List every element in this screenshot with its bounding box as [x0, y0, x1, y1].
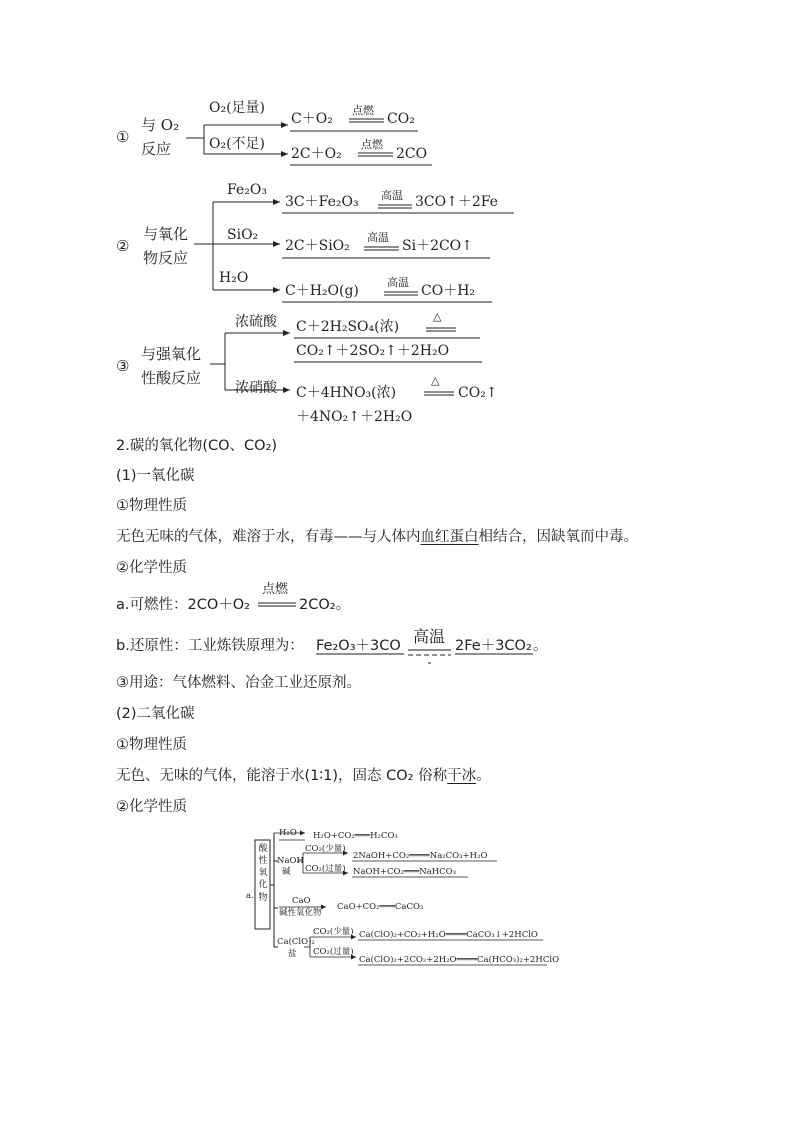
- co2-salt-excess: CO₂(过量): [313, 947, 354, 957]
- co2-naoh-reactant: NaOH: [277, 856, 304, 866]
- co-reduction-pre: b.还原性：工业炼铁原理为：: [116, 638, 304, 654]
- s2-eq2-right: Si＋2CO↑: [402, 238, 473, 254]
- s2-label-line1: 与氧化: [143, 225, 189, 243]
- s2-eq3-left: C＋H₂O(g): [285, 283, 359, 299]
- s2-label-line2: 物反应: [143, 249, 189, 267]
- co2-salt-label: 盐: [288, 949, 297, 959]
- s2-branch-h2o: H₂O: [219, 270, 249, 286]
- acid-oxide-label: 酸性氧化物: [258, 844, 268, 903]
- s2-eq1-left: 3C＋Fe₂O₃: [285, 194, 359, 210]
- co2-naoh-eq1: 2NaOH+CO₂════Na₂CO₃+H₂O: [353, 851, 488, 861]
- s1-cond-ignite-1: 点燃: [352, 104, 374, 117]
- s1-number: ①: [116, 128, 130, 146]
- co2-chem-title: ②化学性质: [116, 799, 187, 815]
- co2-cao-equation: CaO+CO₂═══CaCO₃: [337, 902, 424, 912]
- s1-label-line2: 反应: [141, 140, 172, 158]
- s3-eq2-line1-right: CO₂↑: [458, 385, 498, 401]
- co2-salt-eq2: Ca(ClO)₂+2CO₂+2H₂O════Ca(HCO₃)₂+2HClO: [359, 955, 560, 965]
- co2-title: (2)二氧化碳: [116, 706, 195, 722]
- co2-cao-reactant: CaO: [292, 896, 311, 906]
- s2-eq1-right: 3CO↑＋2Fe: [415, 194, 498, 210]
- s3-cond-heat-1: △: [433, 310, 442, 323]
- s3-branch-nitric: 浓硝酸: [235, 380, 277, 396]
- co2-naoh-few: CO₂(少量): [305, 844, 346, 854]
- co2-phys-text-a: 无色、无味的气体，能溶于水(1∶1)，固态 CO₂ 俗称: [116, 768, 448, 784]
- co-combustion-pre: a.可燃性：2CO＋O₂: [116, 597, 250, 613]
- s3-label-line1: 与强氧化: [141, 345, 202, 363]
- s3-eq2-line2: ＋4NO₂↑＋2H₂O: [296, 409, 413, 425]
- co2-h2o-equation: H₂O+CO₂═══H₂CO₃: [313, 831, 398, 841]
- s3-number: ③: [116, 357, 130, 375]
- s3-branch-sulfuric: 浓硫酸: [235, 314, 277, 330]
- s1-label-line1: 与 O₂: [141, 116, 180, 134]
- co2-phys-text-b: 。: [476, 768, 491, 784]
- co-phys-text-a: 无色无味的气体，难溶于水，有毒——与人体内: [116, 529, 421, 545]
- s1-eq-limited-left: 2C＋O₂: [291, 146, 342, 162]
- s2-number: ②: [116, 237, 130, 255]
- s2-branch-fe2o3: Fe₂O₃: [227, 182, 267, 198]
- co2-h2o-reactant: H₂O: [279, 828, 297, 838]
- co-phys-blank-hemoglobin: 血红蛋白: [420, 529, 479, 545]
- co-use: ③用途：气体燃料、冶金工业还原剂。: [116, 675, 361, 691]
- s1-eq-limited-right: 2CO: [396, 146, 428, 162]
- heading-carbon-oxides: 2.碳的氧化物(CO、CO₂): [116, 438, 278, 454]
- s2-eq3-right: CO＋H₂: [421, 283, 476, 299]
- s2-cond-high-temp-2: 高温: [367, 231, 389, 244]
- co-phys-text: [116, 530, 638, 545]
- co2-salt-few: CO₂(少量): [313, 927, 354, 937]
- co2-naoh-eq2: NaOH+CO₂═══NaHCO₃: [353, 867, 457, 877]
- co2-base-label: 碱: [282, 867, 291, 877]
- s2-cond-high-temp-1: 高温: [381, 189, 403, 202]
- co2-caclo2-reactant: Ca(ClO)₂: [277, 937, 315, 947]
- s1-eq-excess-left: C＋O₂: [291, 111, 333, 127]
- co2-diagram-a-label: a.: [246, 891, 254, 901]
- co-combustion-post: 2CO₂。: [299, 597, 351, 613]
- s2-cond-high-temp-3: 高温: [387, 276, 409, 289]
- co-title: (1)一氧化碳: [116, 468, 195, 484]
- co2-basic-oxide-label: 碱性氧化物: [279, 908, 322, 918]
- s1-cond-ignite-2: 点燃: [361, 138, 383, 151]
- co-reduction-left: Fe₂O₃＋3CO: [316, 638, 401, 654]
- s1-branch-excess: O₂(足量): [209, 100, 266, 116]
- co-reduction-end: 。: [533, 638, 548, 654]
- co2-phys-title: ①物理性质: [116, 737, 187, 753]
- co2-phys-blank-dry-ice: 干冰: [447, 768, 477, 784]
- co2-salt-eq1: Ca(ClO)₂+CO₂+H₂O════CaCO₃↓+2HClO: [359, 930, 538, 940]
- s1-branch-limited: O₂(不足): [209, 136, 266, 152]
- s1-eq-excess-right: CO₂: [387, 111, 415, 127]
- co-phys-title: ①物理性质: [116, 498, 187, 514]
- co-reduction-right: 2Fe＋3CO₂: [455, 638, 532, 654]
- s3-label-line2: 性酸反应: [141, 369, 202, 387]
- s3-cond-heat-2: △: [431, 374, 440, 387]
- s3-eq1-line1: C＋2H₂SO₄(浓): [296, 319, 400, 335]
- co2-phys-text: [116, 769, 491, 784]
- co-reduction-cond: 高温: [413, 627, 446, 646]
- co2-naoh-excess: CO₂(过量): [305, 864, 346, 874]
- co-phys-text-b: 相结合，因缺氧而中毒。: [478, 529, 638, 545]
- s2-eq2-left: 2C＋SiO₂: [285, 238, 350, 254]
- s3-eq2-line1-left: C＋4HNO₃(浓): [296, 385, 397, 401]
- s2-branch-sio2: SiO₂: [227, 227, 259, 243]
- s3-eq1-line2: CO₂↑＋2SO₂↑＋2H₂O: [296, 343, 450, 359]
- co-combustion-cond: 点燃: [262, 582, 289, 597]
- co-chem-title: ②化学性质: [116, 560, 187, 576]
